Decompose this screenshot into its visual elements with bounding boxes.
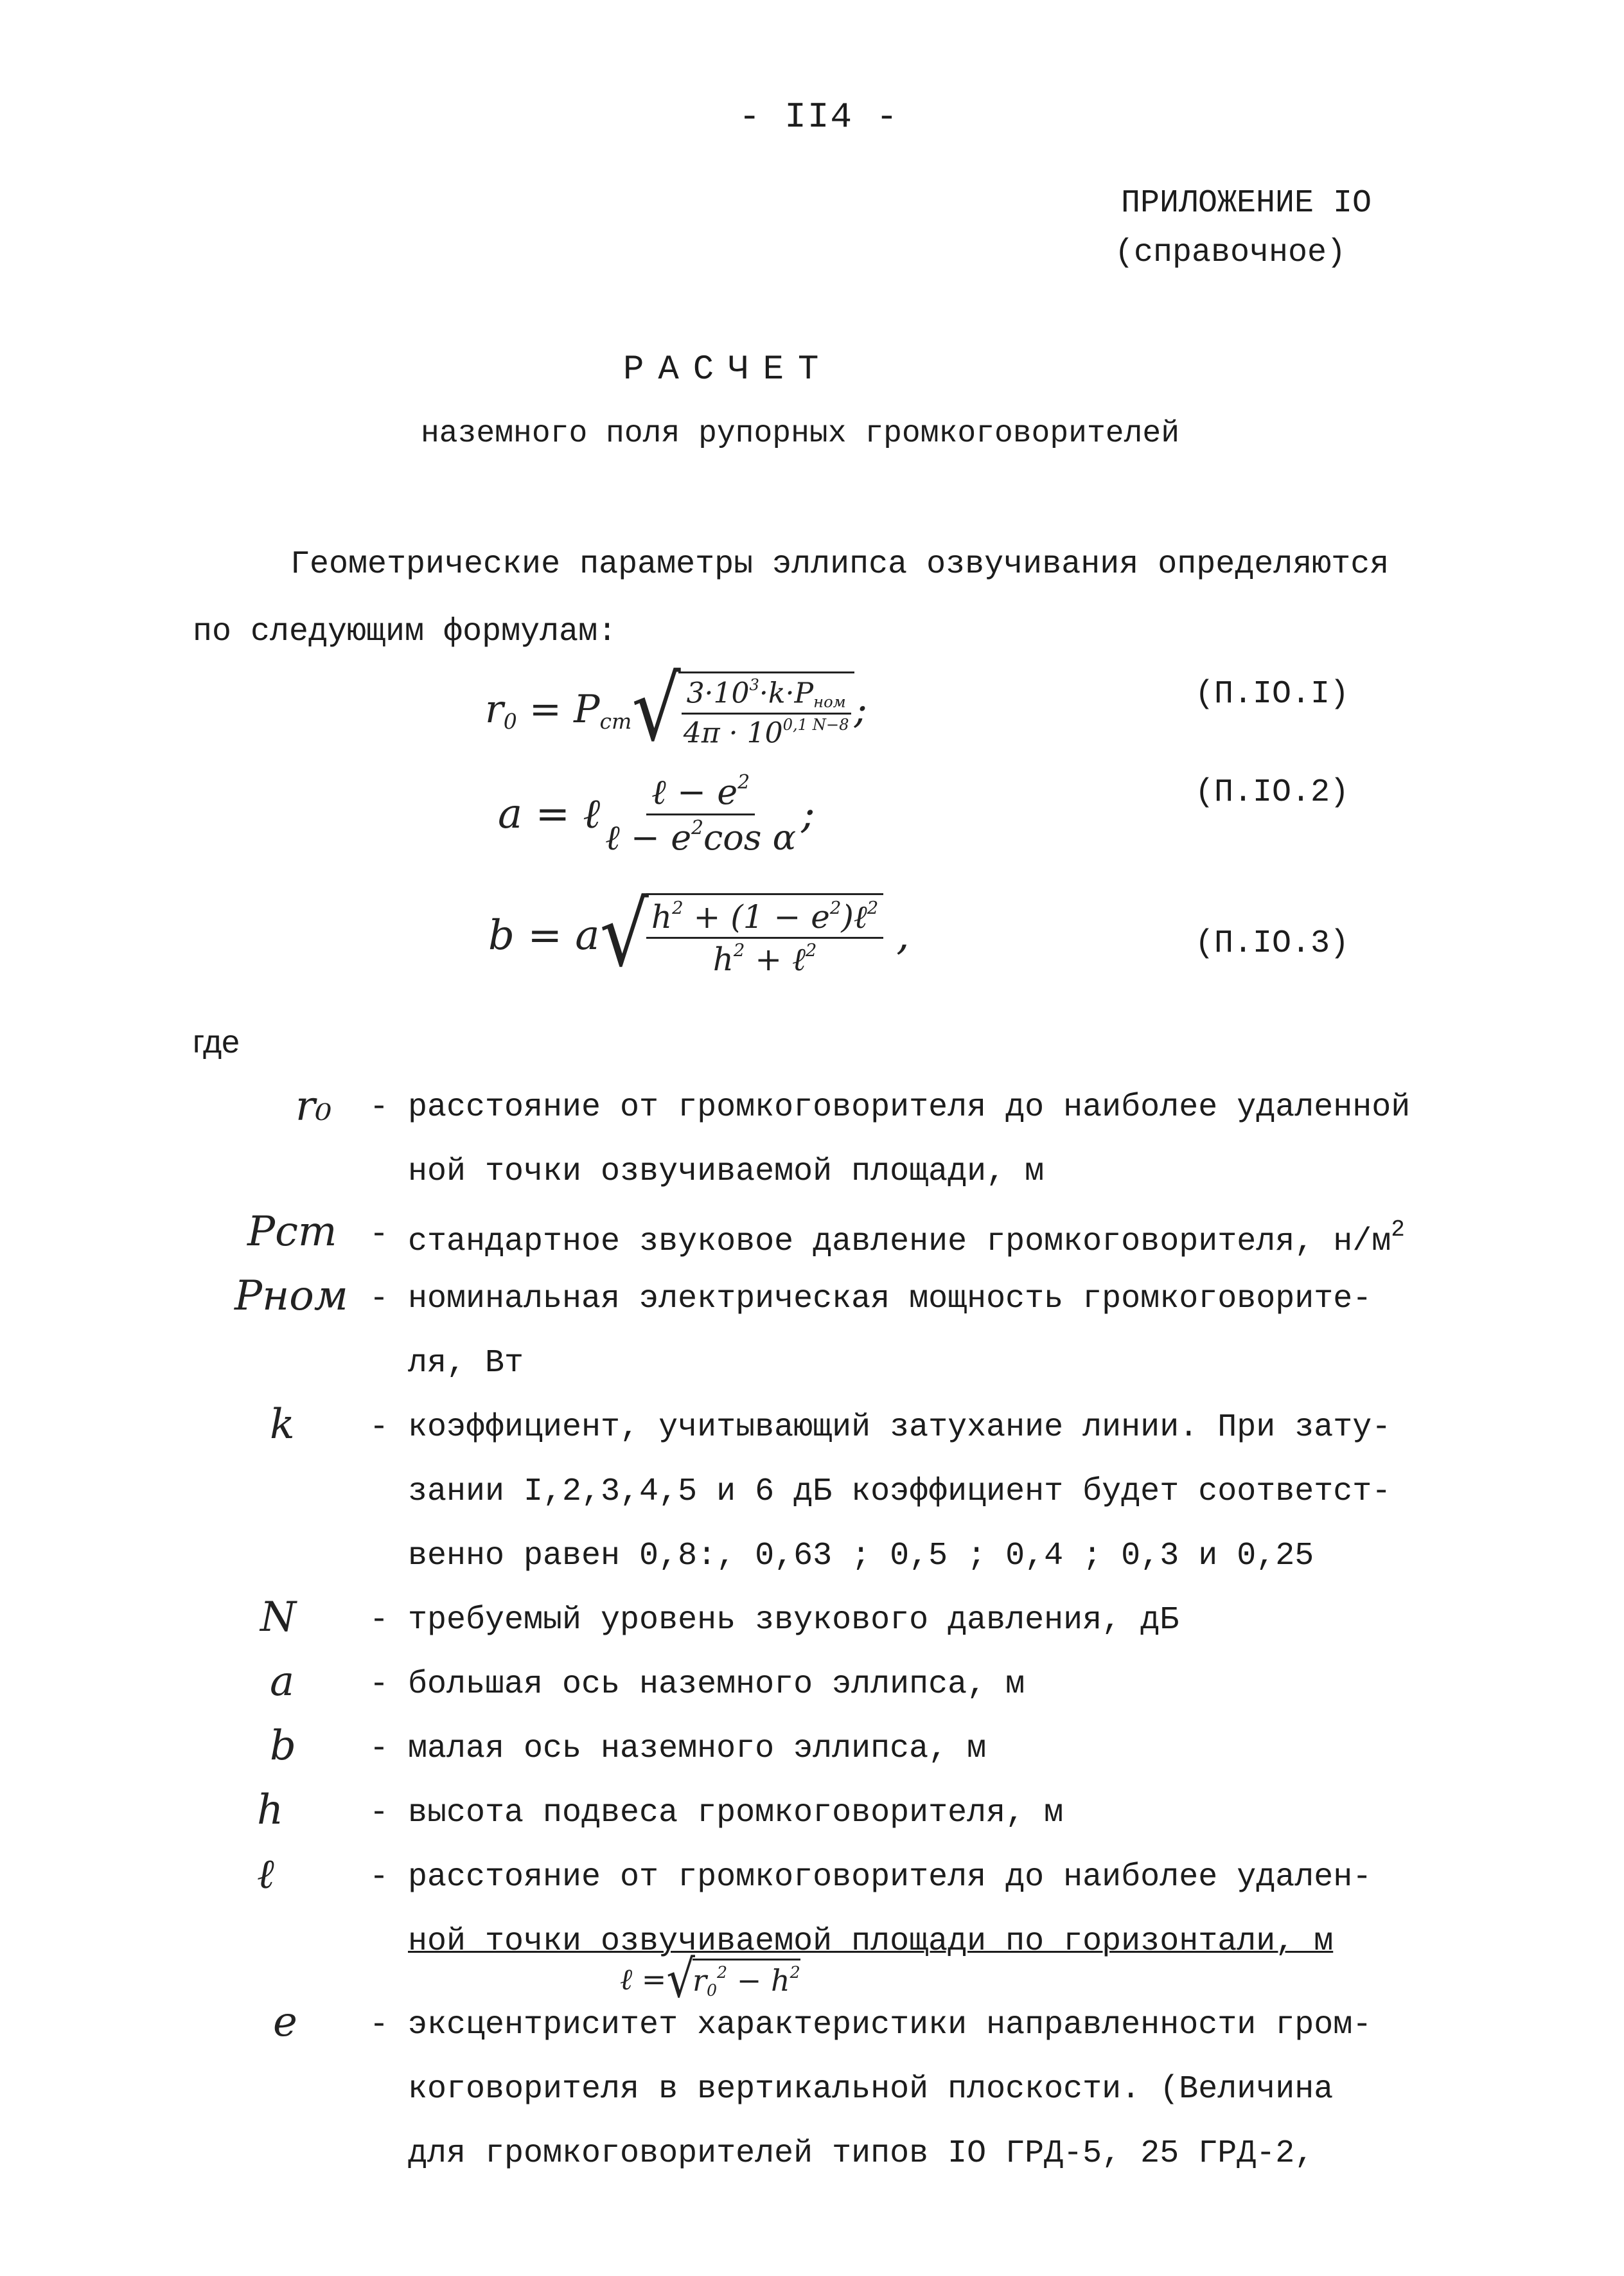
- dash: -: [369, 1281, 389, 1317]
- dash: -: [369, 1666, 389, 1703]
- document-title: РАСЧЕТ: [623, 350, 833, 389]
- definition-e-line-1: эксцентриситет характеристики направленности гром-: [408, 2007, 1372, 2043]
- definition-k-line-3: венно равен 0,8:, 0,63 ; 0,5 ; 0,4 ; 0,3 и 0,25: [408, 1538, 1314, 1574]
- where-label: где: [193, 1024, 240, 1060]
- appendix-label: ПРИЛОЖЕНИЕ IO: [1121, 185, 1372, 222]
- dash: -: [369, 1730, 389, 1767]
- definition-k-line-2: зании I,2,3,4,5 и 6 дБ коэффициент будет соответст-: [408, 1473, 1391, 1510]
- symbol-e: e: [273, 1998, 297, 2046]
- definition-r0-line-2: ной точки озвучиваемой площади, м: [408, 1153, 1045, 1190]
- symbol-l: ℓ: [257, 1851, 274, 1898]
- definition-e-line-3: для громкоговорителей типов IO ГРД-5, 25 ГРД-2,: [408, 2135, 1314, 2172]
- definition-l-line-1: расстояние от громкоговорителя до наиболее удален-: [408, 1859, 1372, 1896]
- document-subtitle: наземного поля рупорных громкоговорителей: [421, 416, 1179, 451]
- appendix-note: (справочное): [1115, 235, 1346, 271]
- dash: -: [369, 1795, 389, 1831]
- symbol-n: N: [260, 1594, 296, 1641]
- symbol-pst: Pст: [247, 1208, 337, 1256]
- equation-number-2: (П.IO.2): [1195, 774, 1350, 811]
- dash: -: [369, 1409, 389, 1446]
- definition-n-line-1: требуемый уровень звукового давления, дБ: [408, 1602, 1179, 1639]
- symbol-pnom: Pном: [234, 1272, 348, 1320]
- formula-b: b = a √ $\frac{h^2 + (1 - e^2)\ell^2}{h^2 + \ell^2}$ ,: [488, 884, 910, 987]
- dash: -: [369, 2007, 389, 2043]
- equation-number-3: (П.IO.3): [1195, 925, 1350, 962]
- symbol-k: k: [270, 1401, 295, 1448]
- dash: -: [369, 1859, 389, 1896]
- intro-line-1: Геометрические параметры эллипса озвучивания определяются: [290, 546, 1390, 583]
- symbol-r0: r₀: [296, 1083, 332, 1130]
- definition-pnom-line-1: номинальная электрическая мощность громкоговорите-: [408, 1281, 1372, 1317]
- definition-pst-line-1: стандартное звуковое давление громкоговорителя, $н/м^2$: [408, 1216, 1405, 1260]
- definition-r0-line-1: расстояние от громкоговорителя до наиболее удаленной: [408, 1089, 1411, 1126]
- definition-l-line-2: ной точки озвучиваемой площади по горизонтали, м: [408, 1923, 1334, 1960]
- symbol-b: b: [270, 1722, 296, 1770]
- intro-line-2: по следующим формулам:: [193, 614, 617, 650]
- dash: -: [369, 1216, 389, 1253]
- definition-e-line-2: коговорителя в вертикальной плоскости. (Величина: [408, 2071, 1334, 2108]
- formula-l-inline: ℓ = √ $r_0^2 - h^2$: [620, 1948, 800, 2010]
- symbol-h: h: [257, 1786, 284, 1834]
- dash: -: [369, 1089, 389, 1126]
- symbol-a: a: [270, 1658, 295, 1705]
- dash: -: [369, 1602, 389, 1639]
- equation-number-1: (П.IO.I): [1195, 676, 1350, 713]
- definition-b-line-1: малая ось наземного эллипса, м: [408, 1730, 987, 1767]
- definition-h-line-1: высота подвеса громкоговорителя, м: [408, 1795, 1064, 1831]
- formula-a: a = ℓ $\frac{\ell - e^2}{\ell - e^2\cos \alpha}$ ;: [498, 771, 815, 858]
- definition-k-line-1: коэффициент, учитывающий затухание линии. При зату-: [408, 1409, 1391, 1446]
- page-number: - II4 -: [739, 96, 899, 138]
- definition-pnom-line-2: ля, Вт: [408, 1345, 524, 1382]
- formula-r0: $r_0 = P_{cm}$ √ $\frac{3\cdot 10^3\cdot k\cdot P_{ном}}{4\pi \cdot 10^{0,1 N-8}}$ ;: [485, 658, 867, 761]
- definition-a-line-1: большая ось наземного эллипса, м: [408, 1666, 1025, 1703]
